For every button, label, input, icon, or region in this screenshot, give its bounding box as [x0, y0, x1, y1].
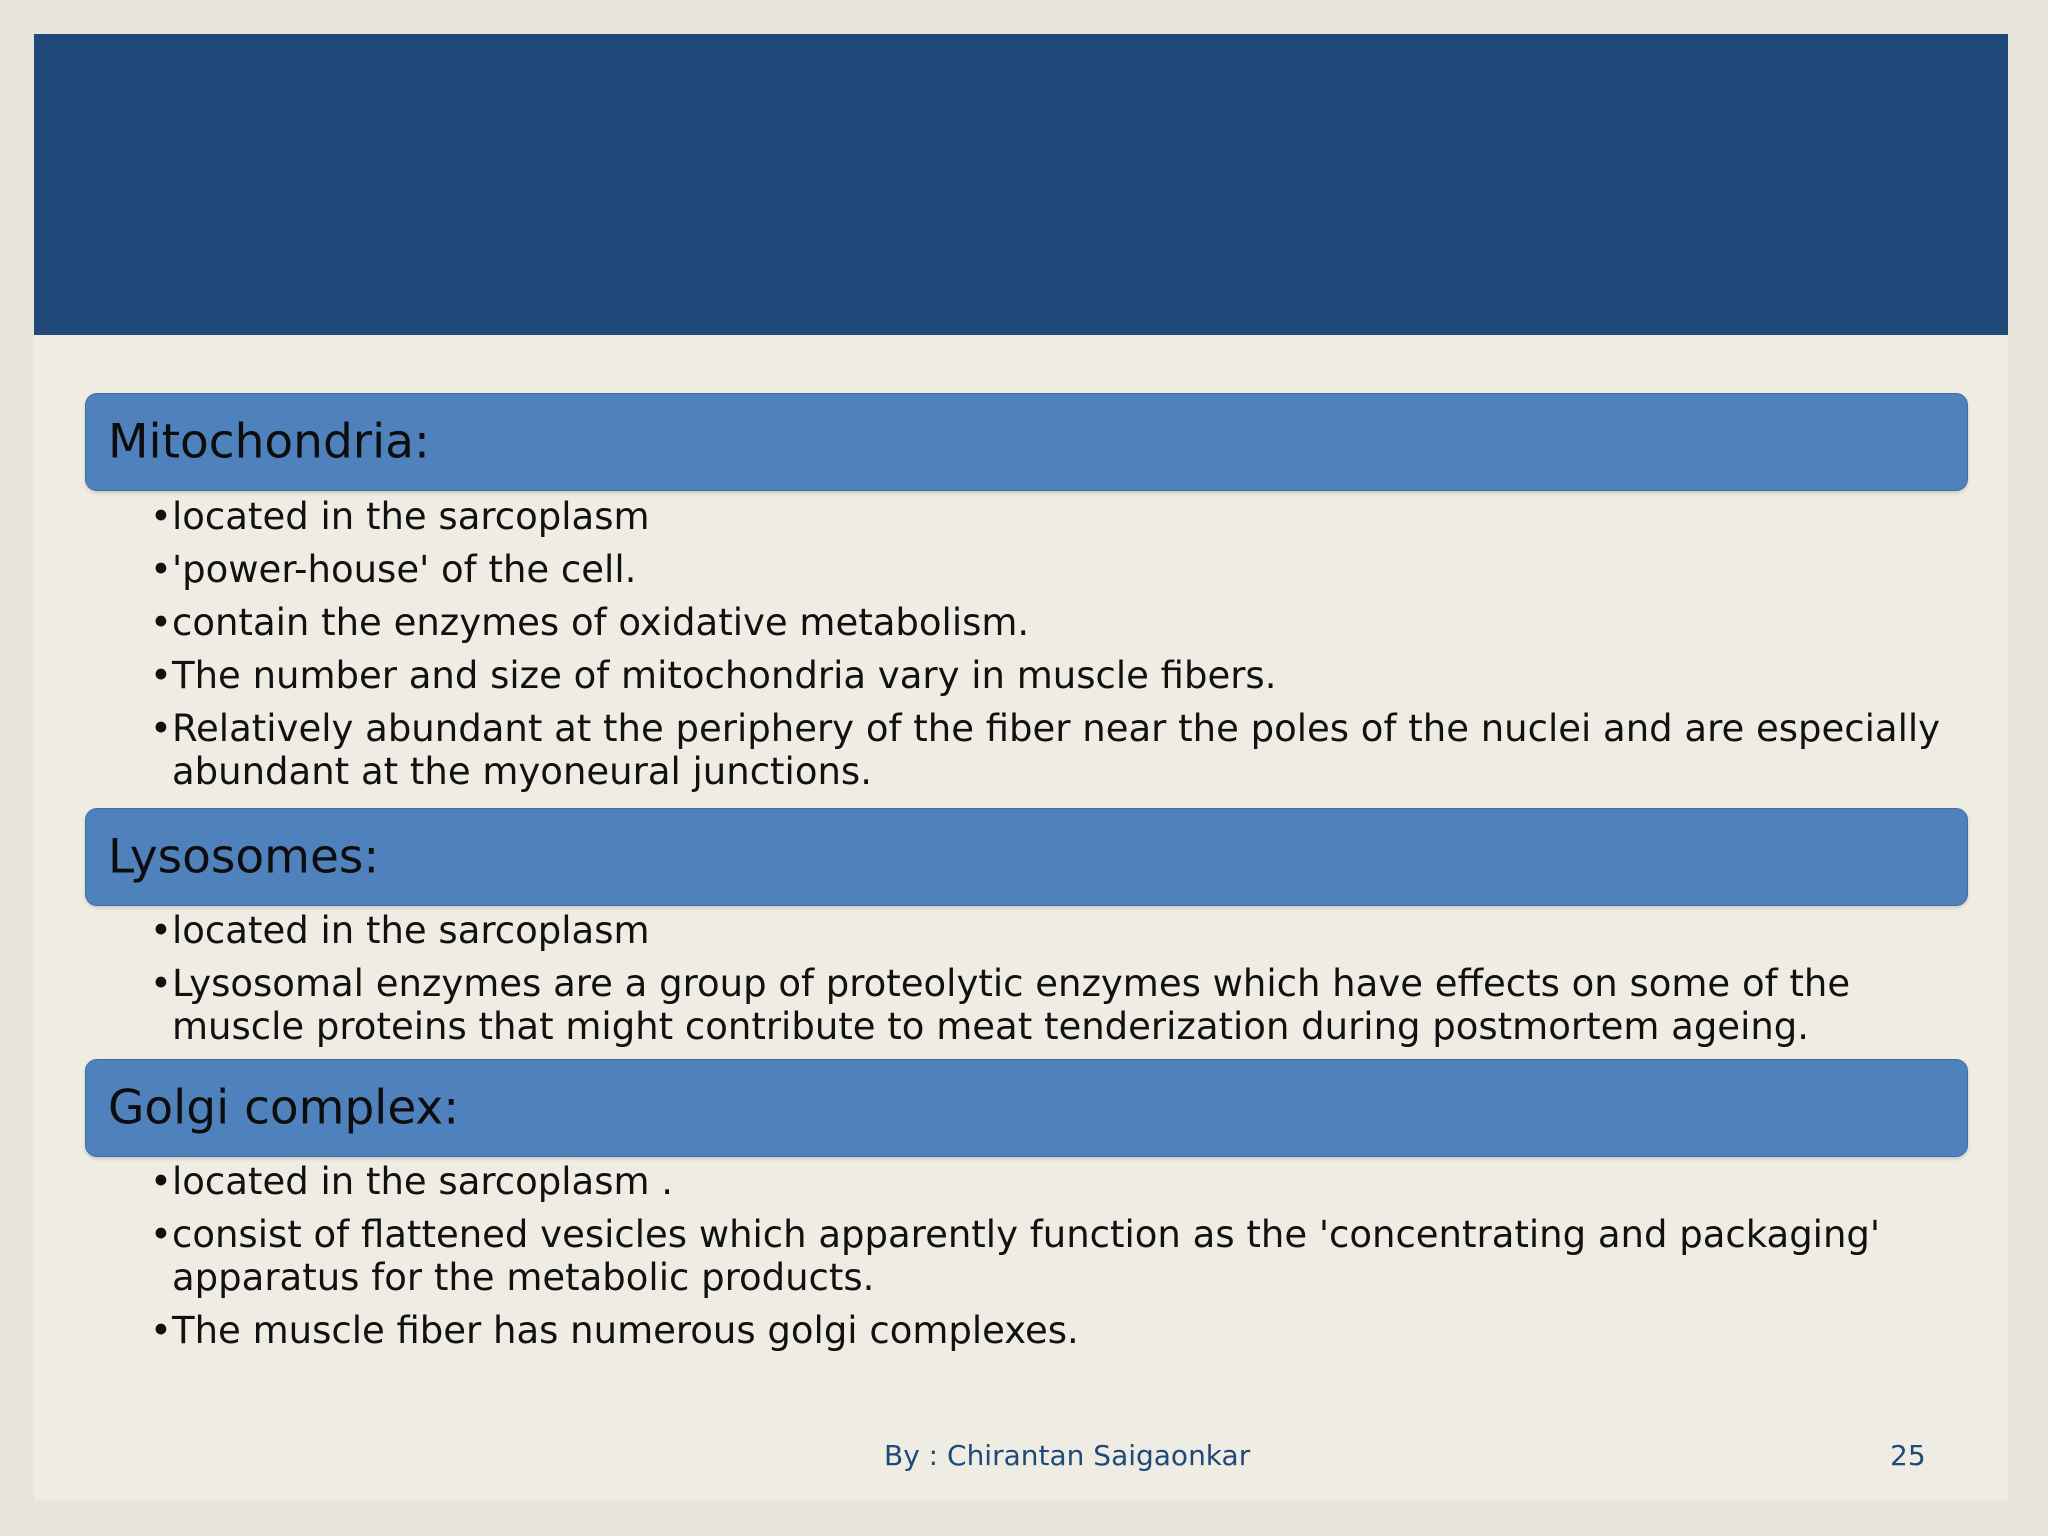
bullet-item: • Relatively abundant at the periphery of the fiber near the poles of the nuclei and are especially abundant at the myoneural junctions. [150, 707, 1950, 793]
bullet-item: • located in the sarcoplasm [150, 495, 1950, 538]
section-title: Lysosomes: [108, 829, 380, 885]
section-title: Golgi complex: [108, 1080, 460, 1136]
bullet-list-mitochondria [150, 495, 1950, 803]
page-number: 25 [1890, 1439, 1926, 1472]
bullet-item: • Lysosomal enzymes are a group of proteolytic enzymes which have effects on some of the muscle proteins that might contribute to meat tenderization during postmortem ageing. [150, 962, 1950, 1048]
bullet-item: • located in the sarcoplasm . [150, 1160, 1950, 1203]
bullet-item: • located in the sarcoplasm [150, 909, 1950, 952]
bullet-list-golgi-complex [150, 1160, 1950, 1362]
section-header-mitochondria [85, 393, 1968, 491]
footer-author: By : Chirantan Saigaonkar [884, 1439, 1251, 1472]
bullet-item: • The muscle fiber has numerous golgi complexes. [150, 1309, 1950, 1352]
bullet-list-lysosomes [150, 909, 1950, 1058]
section-header-lysosomes [85, 808, 1968, 906]
section-title: Mitochondria: [108, 414, 430, 470]
bullet-item: • The number and size of mitochondria vary in muscle fibers. [150, 654, 1950, 697]
title-band [34, 34, 2008, 335]
bullet-item: • contain the enzymes of oxidative metabolism. [150, 601, 1950, 644]
section-header-golgi-complex [85, 1059, 1968, 1157]
bullet-item: • consist of flattened vesicles which apparently function as the 'concentrating and packaging' apparatus for the metabolic products. [150, 1213, 1950, 1299]
bullet-item: • 'power-house' of the cell. [150, 548, 1950, 591]
